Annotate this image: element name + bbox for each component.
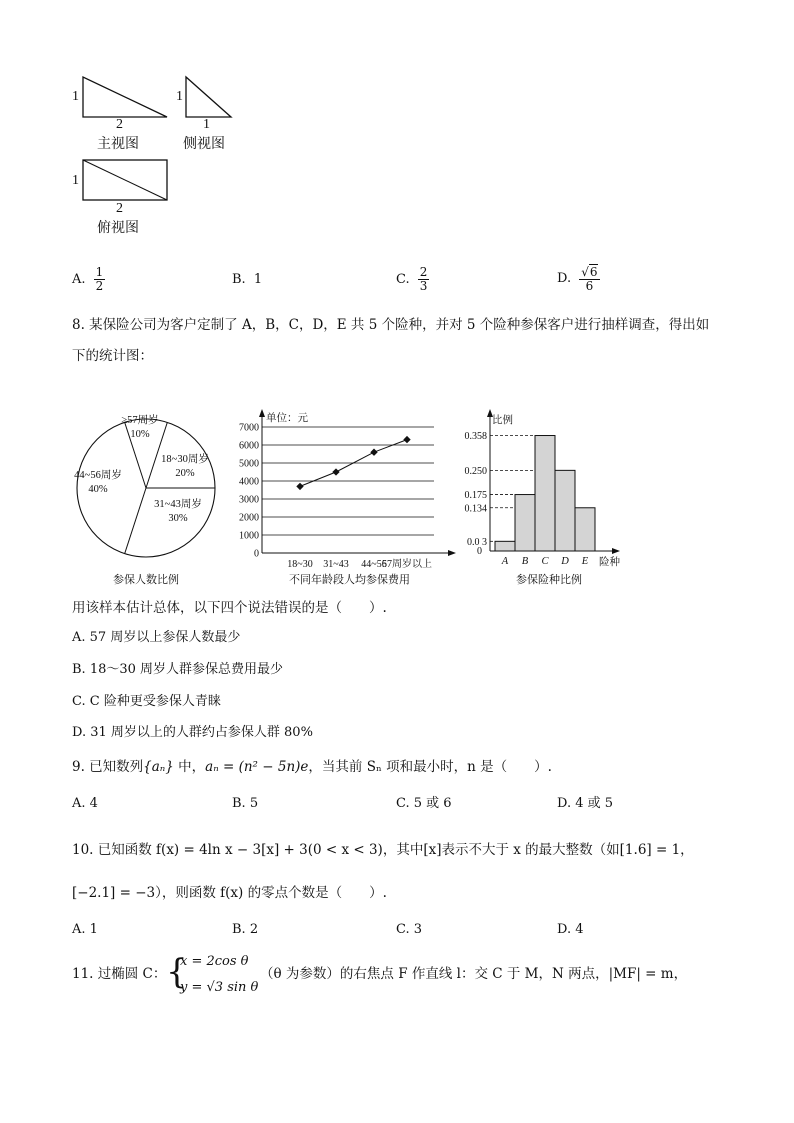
front-view-caption: 主视图	[97, 136, 139, 152]
pie-slice-label: 44~56周岁	[74, 470, 122, 481]
x-tick-label: D	[561, 556, 569, 567]
y-tick-label: 3000	[239, 494, 259, 506]
q9-formula: aₙ = (n² − 5n)e	[205, 759, 309, 775]
top-view-side-label: 1	[72, 173, 79, 188]
line-chart	[232, 405, 462, 595]
y-tick-label: 0.175	[464, 490, 487, 502]
origin-label: 0	[477, 546, 482, 557]
bar-B	[515, 495, 535, 551]
y-tick-label: 0.358	[464, 431, 487, 443]
q8-question: 用该样本估计总体，以下四个说法错误的是（ ）.	[72, 600, 387, 616]
pie-chart	[60, 405, 230, 595]
x-axis-arrow-icon	[612, 548, 620, 554]
bar-chart	[450, 405, 630, 595]
pie-slice-label: 31~43周岁	[154, 499, 202, 510]
q8-line-2: 下的统计图：	[72, 348, 153, 364]
fraction-denominator: 3	[419, 279, 428, 293]
y-tick-label: 6000	[239, 440, 259, 452]
option-letter: B.	[232, 272, 246, 287]
q9-option-c[interactable]: C. 5 或 6	[396, 796, 452, 811]
data-point	[296, 483, 303, 490]
front-view-bottom-label: 2	[116, 117, 123, 132]
side-view-caption: 侧视图	[183, 136, 225, 152]
y-tick-label: 5000	[239, 458, 259, 470]
bar-C	[535, 436, 555, 551]
q7-option-c[interactable]	[396, 262, 429, 298]
data-point	[370, 449, 377, 456]
q11-equation-1: x = 2cos θ	[180, 954, 249, 969]
left-brace-icon: {	[166, 952, 188, 992]
q8-option-c[interactable]: C. C 险种更受参保人青睐	[72, 694, 221, 709]
option-letter: C.	[396, 272, 410, 287]
q7-option-d[interactable]: D. $\frac{√6}{6}$	[557, 265, 598, 293]
bar-E	[575, 508, 595, 551]
q8-option-b[interactable]: B. 18～30 周岁人群参保总费用最少	[72, 662, 284, 677]
fraction-denominator: 6	[585, 279, 594, 293]
y-tick-label: 0	[254, 548, 259, 560]
q10-line-2: [−2.1] = −3），则函数 f(x) 的零点个数是（ ）.	[72, 885, 387, 901]
front-view-triangle	[83, 77, 167, 117]
front-view-side-label: 1	[72, 89, 79, 104]
q10-option-a[interactable]: A. 1	[72, 922, 98, 937]
q8-line-1: 8. 某保险公司为客户定制了 A，B，C，D，E 共 5 个险种，并对 5 个险种参保客户进行抽样调查，得出如	[72, 317, 710, 333]
pie-slice-percent: 20%	[175, 468, 195, 479]
q7-option-a[interactable]	[72, 262, 105, 298]
q9-prefix: 9. 已知数列	[72, 759, 144, 775]
bar-D	[555, 470, 575, 551]
x-tick-label: 44~56	[361, 559, 387, 570]
pie-slice-percent: 40%	[88, 484, 108, 495]
data-point	[332, 468, 339, 475]
x-tick-label: 57周岁以上	[382, 559, 432, 570]
top-view-diagonal	[83, 160, 167, 200]
y-tick-label: 0.0 3	[467, 536, 487, 548]
x-tick-label: 31~43	[323, 559, 349, 570]
x-tick-label: 18~30	[287, 559, 313, 570]
fraction-denominator: 2	[95, 279, 104, 293]
q11-prefix: 11. 过椭圆 C：	[72, 966, 167, 982]
top-view-caption: 俯视图	[97, 220, 139, 236]
line-chart-title: 不同年龄段人均参保费用	[289, 573, 410, 586]
x-tick-label: A	[501, 556, 509, 567]
fraction-numerator: 1	[95, 265, 104, 279]
q9-suffix: ，当其前 Sₙ 项和最小时，n 是（ ）.	[308, 759, 552, 775]
q10-option-d[interactable]: D. 4	[557, 922, 584, 937]
q9-sequence: {aₙ}	[143, 759, 174, 775]
q11-equation-2: y = √3 sin θ	[180, 980, 259, 995]
x-axis-label: 险种	[599, 557, 620, 568]
option-letter: D.	[557, 271, 572, 286]
option-text: 1	[253, 272, 263, 287]
y-axis-arrow-icon	[259, 409, 265, 417]
q10-option-c[interactable]: C. 3	[396, 922, 423, 937]
side-view-triangle	[186, 77, 231, 117]
q8-option-a[interactable]: A. 57 周岁以上参保人数最少	[72, 630, 241, 645]
pie-slice-percent: 10%	[130, 429, 150, 440]
top-view-bottom-label: 2	[116, 201, 123, 216]
pie-slice-percent: 30%	[168, 513, 188, 524]
y-tick-label: 0.134	[464, 503, 487, 515]
y-tick-label: 2000	[239, 512, 259, 524]
x-tick-label: E	[581, 556, 589, 567]
data-point	[403, 436, 410, 443]
fraction-numerator: 2	[419, 265, 428, 279]
y-tick-label: 1000	[239, 530, 259, 542]
q9-mid: 中，	[173, 759, 206, 775]
q11-suffix: （θ 为参数）的右焦点 F 作直线 l：交 C 于 M，N 两点，|MF| = m，	[260, 966, 688, 982]
pie-chart-title: 参保人数比例	[113, 573, 179, 586]
three-views-figure	[60, 70, 260, 245]
x-tick-label: C	[541, 556, 549, 567]
q9-option-a[interactable]: A. 4	[72, 796, 98, 811]
q8-option-d[interactable]: D. 31 周岁以上的人群约占参保人群 80%	[72, 725, 313, 740]
q10-option-b[interactable]: B. 2	[232, 922, 259, 937]
y-axis-label: 比例	[492, 415, 513, 426]
pie-slice-label: ≥57周岁	[121, 415, 159, 426]
option-letter: A.	[72, 272, 86, 287]
q10-line-1: 10. 已知函数 f(x) = 4ln x − 3[x] + 3(0 < x < 3)，其中[x]表示不大于 x 的最大整数（如[1.6] = 1，	[72, 842, 694, 858]
bar-chart-title: 参保险种比例	[516, 573, 582, 586]
y-tick-label: 4000	[239, 476, 259, 488]
bar-A	[495, 541, 515, 551]
q9-option-d[interactable]: D. 4 或 5	[557, 796, 614, 811]
q9-option-b[interactable]: B. 5	[232, 796, 259, 811]
q7-option-b[interactable]	[232, 272, 262, 288]
sqrt-radicand: 6	[589, 265, 598, 279]
x-tick-label: B	[521, 556, 529, 567]
y-tick-label: 7000	[239, 422, 259, 434]
y-tick-label: 0.250	[464, 465, 487, 477]
pie-slice-label: 18~30周岁	[161, 454, 209, 465]
side-view-side-label: 1	[176, 89, 183, 104]
y-axis-unit-label: 单位：元	[266, 413, 308, 424]
side-view-bottom-label: 1	[203, 117, 210, 132]
q9-stem	[72, 759, 552, 775]
